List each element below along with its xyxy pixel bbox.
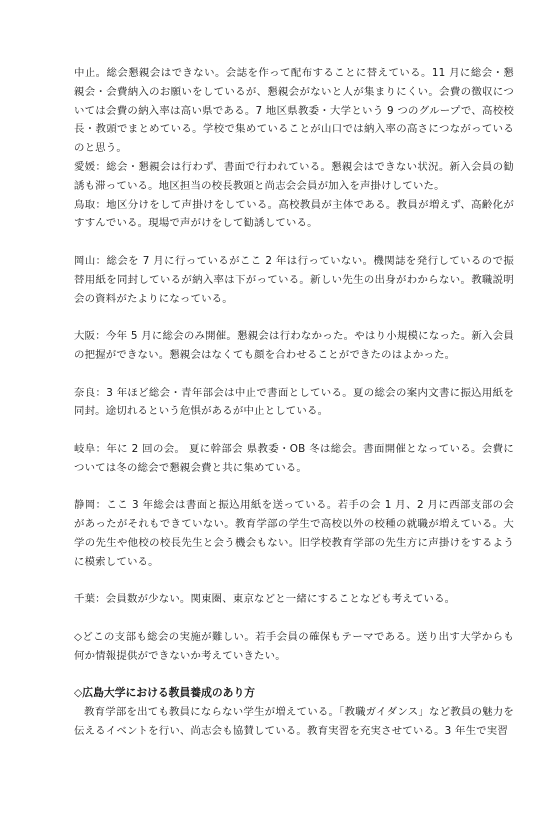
paragraph-chiba: 千葉：会員数が少ない。関東圏、東京などと一緒にすることなども考えている。 xyxy=(74,593,456,606)
paragraph-shizuoka: 静岡：ここ 3 年総会は書面と振込用紙を送っている。若手の会 1 月、2 月に西部支部の会があったがそれもできていない。教育学部の学生で高校以外の校種の就職が増えている。大学の先生や他校の校長先生と会う機会もない。旧学校教育学部の先生方に声掛けをするように模索している。 xyxy=(74,499,514,568)
paragraph-okayama: 岡山：総会を 7 月に行っているがここ 2 年は行っていない。機関誌を発行しているので振替用紙を同封しているが納入率は下がっている。新しい先生の出身がわからない。教職説明会の資料がたよりになっている。 xyxy=(74,254,514,305)
paragraph-gifu: 岐阜：年に 2 回の会。 夏に幹部会 県教委・OB 冬は総会。書面開催となっている。会費については冬の総会で懇親会費と共に集めている。 xyxy=(74,442,514,474)
paragraph-tottori: 鳥取：地区分けをして声掛けをしている。高校教員が主体である。教員が増えず、高齢化がすすんでいる。現場で声がけをして勧誘している。 xyxy=(74,198,514,230)
paragraph-yamaguchi: 中止。総会懇親会はできない。会誌を作って配布することに替えている。11 月に総会・懇親会・会費納入のお願いをしているが、懇親会がないと人が集まりにくい。会費の徴収については会費の納入率は高い県である。7 地区県教委・大学という 9 つのグループで、高校校長・教頭でまとめている。学校で集めていることが山口では納入率の高さにつながっているのと思う。 xyxy=(74,67,514,155)
paragraph-summary: ◇どこの支部も総会の実施が難しい。若手会員の確保もテーマである。送り出す大学からも何か情報提供ができないか考えていきたい。 xyxy=(74,630,514,662)
paragraph-nara: 奈良：3 年ほど総会・青年部会は中止で書面としている。夏の総会の案内文書に振込用紙を同封。途切れるという危惧があるが中止としている。 xyxy=(74,386,514,418)
paragraph-ehime: 愛媛：総会・懇親会は行わず、書面で行われている。懇親会はできない状況。新入会員の勧誘も滞っている。地区担当の校長教頭と尚志会会員が加入を声掛けしていた。 xyxy=(74,160,514,192)
paragraph-hiroshima: 教育学部を出ても教員にならない学生が増えている。「教職ガイダンス」など教員の魅力を伝えるイベントを行い、尚志会も協賛している。教育実習を充実させている。3 年生で実習 xyxy=(74,706,514,737)
section-heading: ◇広島大学における教員養成のあり方 xyxy=(74,686,256,700)
document-page xyxy=(74,64,514,741)
paragraph-osaka: 大阪：今年 5 月に総会のみ開催。懇親会は行わなかった。やはり小規模になった。新入会員の把握ができない。懇親会はなくても顔を合わせることができたのはよかった。 xyxy=(74,330,514,361)
